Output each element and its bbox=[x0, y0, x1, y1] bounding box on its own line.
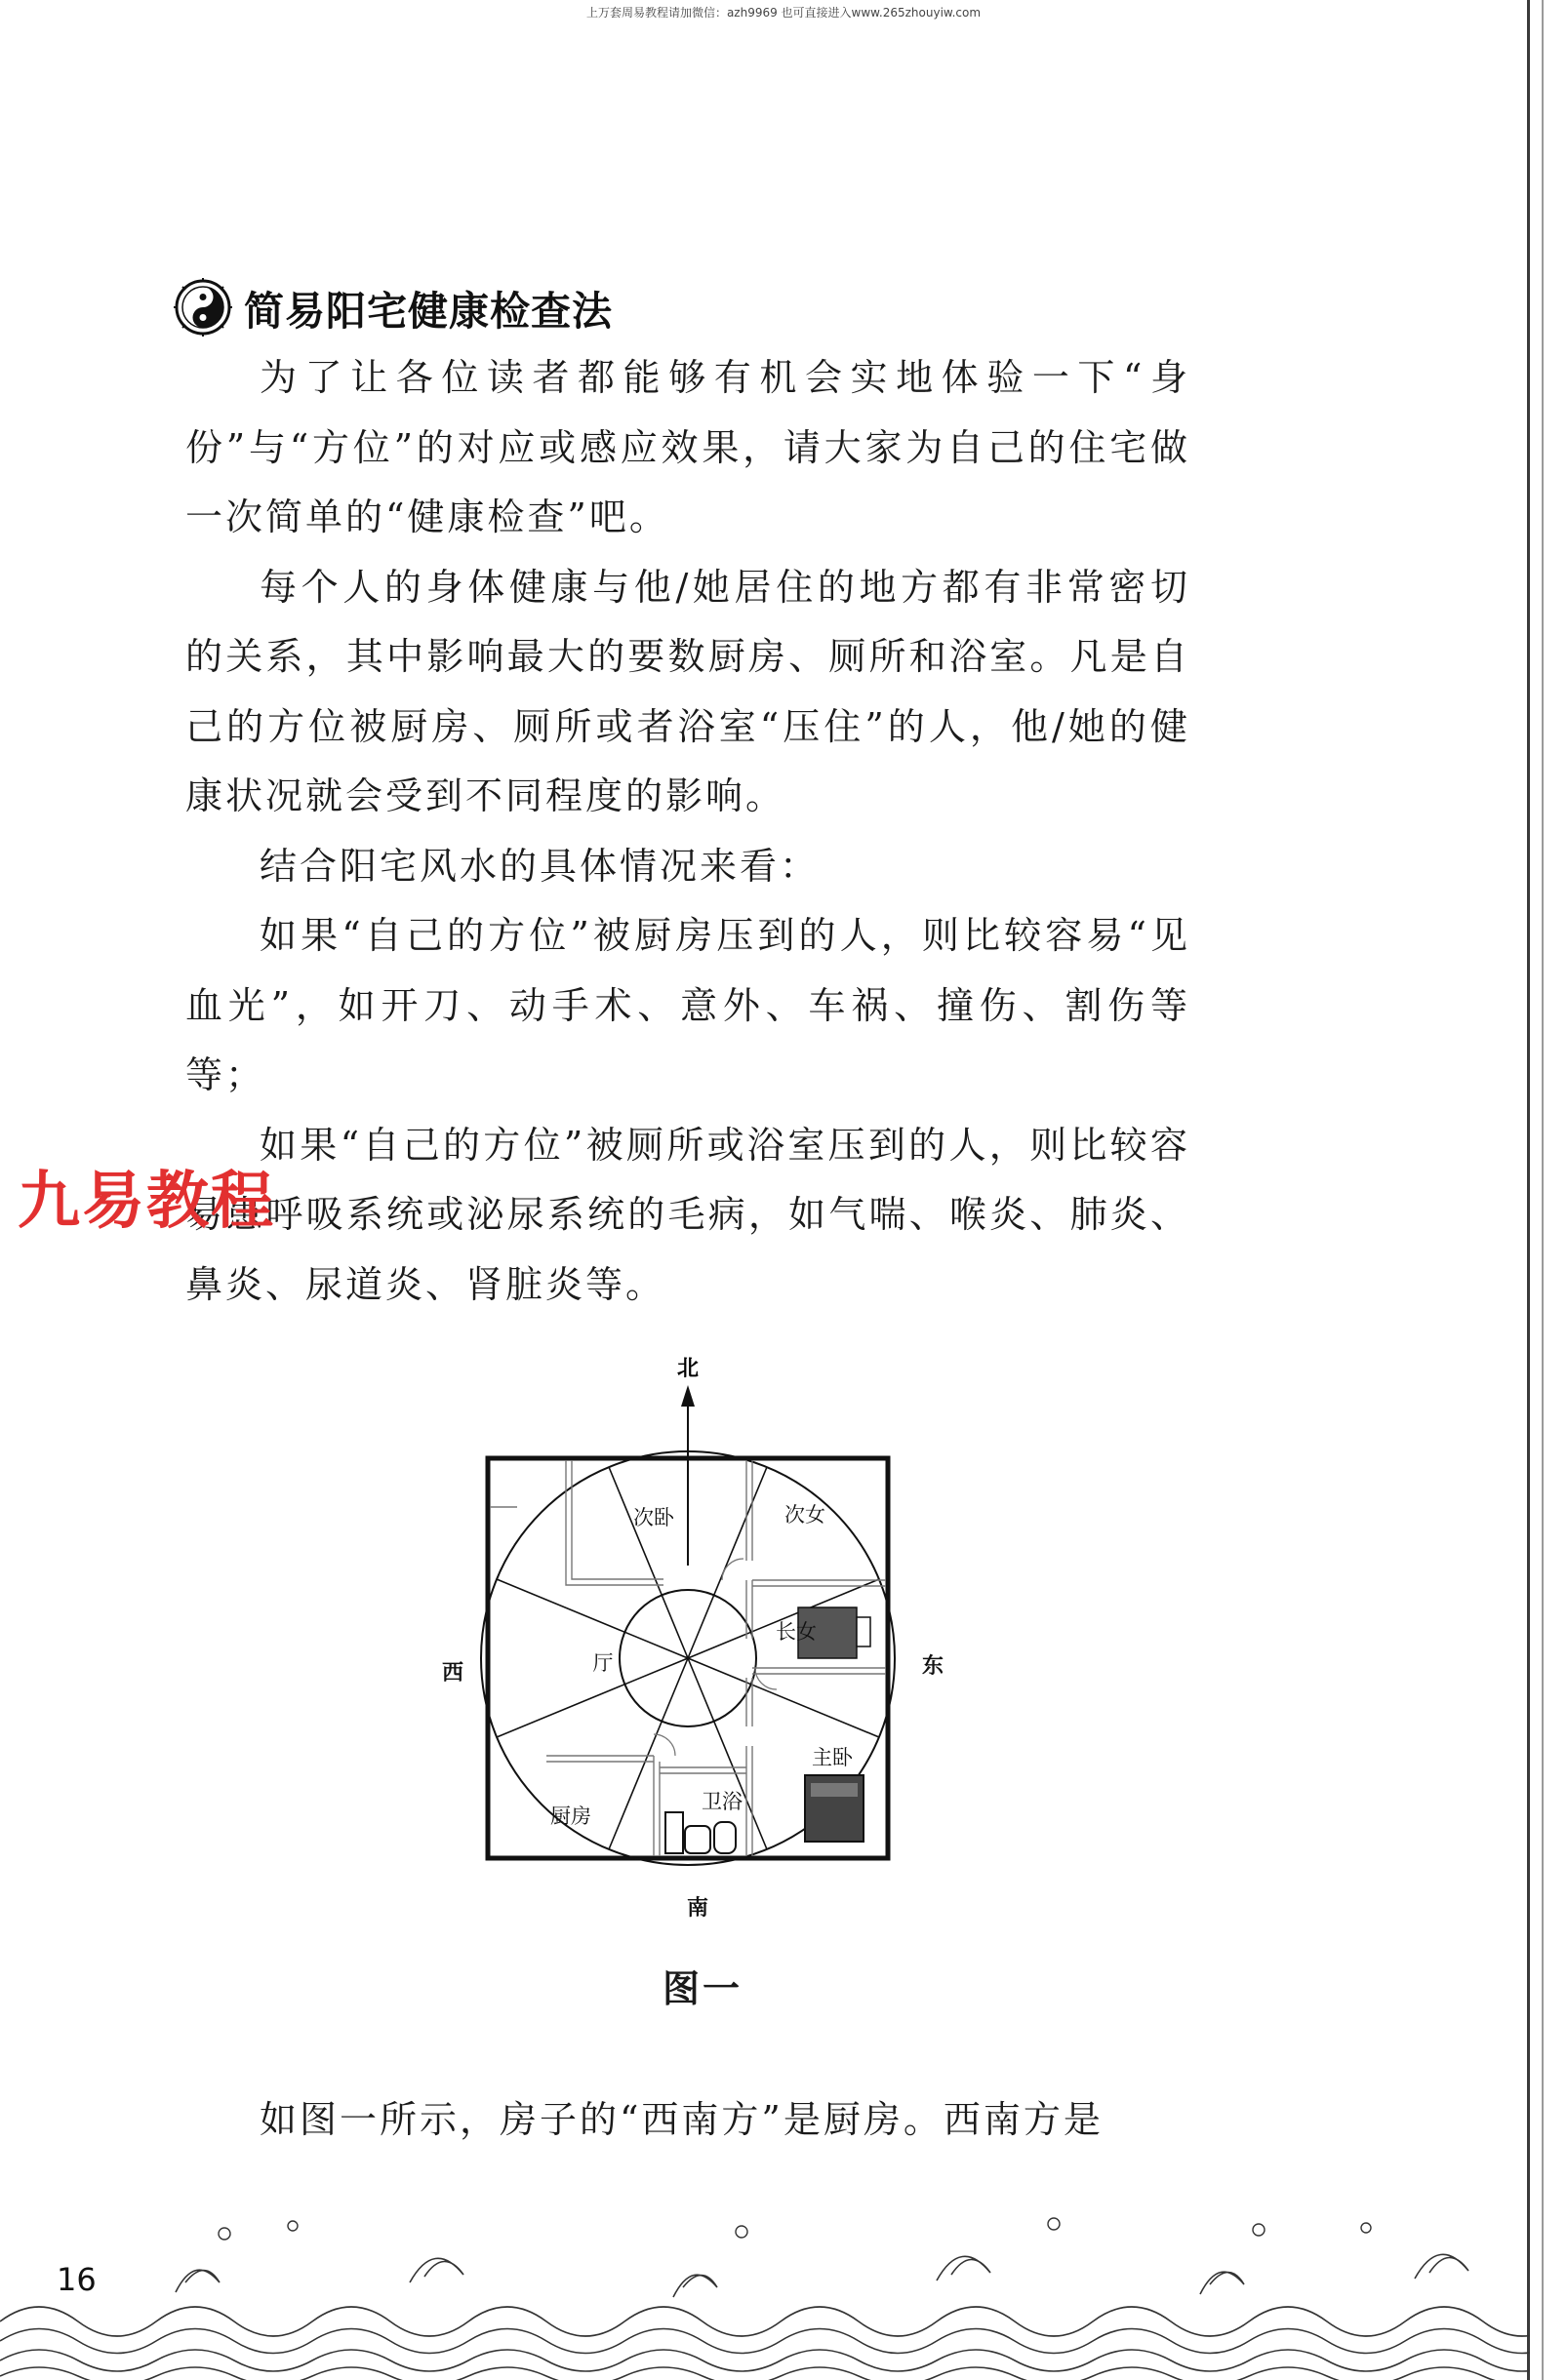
room-label-eldest-daughter: 长女 bbox=[776, 1620, 817, 1644]
page-number: 16 bbox=[57, 2261, 97, 2298]
room-label-bathroom: 卫浴 bbox=[702, 1790, 743, 1813]
body-text bbox=[185, 343, 1190, 1320]
paragraph: 为了让各位读者都能够有机会实地体验一下“身份”与“方位”的对应或感应效果，请大家为自己的住宅做一次简单的“健康检查”吧。 bbox=[185, 356, 1190, 538]
floor-plan-diagram bbox=[429, 1346, 976, 1931]
section-heading bbox=[174, 273, 613, 341]
paragraph: 如果“自己的方位”被厨房压到的人，则比较容易“见血光”，如开刀、动手术、意外、车祸、撞伤、割伤等等； bbox=[185, 914, 1190, 1096]
watermark-text: 九易教程 bbox=[18, 1166, 275, 1238]
room-label-master-bedroom: 主卧 bbox=[812, 1746, 853, 1769]
direction-south: 南 bbox=[686, 1896, 709, 1921]
direction-west: 西 bbox=[441, 1661, 464, 1686]
yin-yang-icon bbox=[174, 278, 232, 337]
room-label-kitchen: 厨房 bbox=[550, 1805, 591, 1828]
toilet-icon bbox=[714, 1822, 736, 1853]
paragraph: 每个人的身体健康与他/她居住的地方都有非常密切的关系，其中影响最大的要数厨房、厕所和浴室。凡是自己的方位被厨房、厕所或者浴室“压住”的人，他/她的健康状况就会受到不同程度的影响。 bbox=[185, 565, 1190, 817]
wave-border-decoration bbox=[0, 2204, 1530, 2380]
direction-east: 东 bbox=[921, 1654, 944, 1679]
paragraph: 如果“自己的方位”被厕所或浴室压到的人，则比较容易患呼吸系统或泌尿系统的毛病，如气喘、喉炎、肺炎、鼻炎、尿道炎、肾脏炎等。 bbox=[185, 1123, 1190, 1306]
closing-text bbox=[185, 2085, 1190, 2156]
direction-north: 北 bbox=[676, 1357, 700, 1381]
paragraph: 如图一所示，房子的“西南方”是厨房。西南方是 bbox=[260, 2098, 1104, 2141]
paragraph: 结合阳宅风水的具体情况来看： bbox=[260, 844, 821, 888]
room-label-second-daughter: 次女 bbox=[784, 1503, 825, 1527]
room-label-living-room: 厅 bbox=[592, 1651, 614, 1675]
header-note: 上万套周易教程请加微信：azh9969 也可直接进入www.265zhouyiw.com bbox=[585, 6, 982, 20]
room-label-second-bedroom: 次卧 bbox=[633, 1506, 674, 1529]
page-binding-edge-inner bbox=[1542, 0, 1544, 2380]
sink-icon bbox=[685, 1826, 710, 1853]
bathtub-icon bbox=[665, 1812, 683, 1853]
north-arrow-icon bbox=[681, 1385, 695, 1407]
section-title: 简易阳宅健康检查法 bbox=[244, 287, 613, 335]
figure-caption: 图一 bbox=[662, 1967, 743, 2010]
page-binding-edge bbox=[1527, 0, 1530, 2380]
